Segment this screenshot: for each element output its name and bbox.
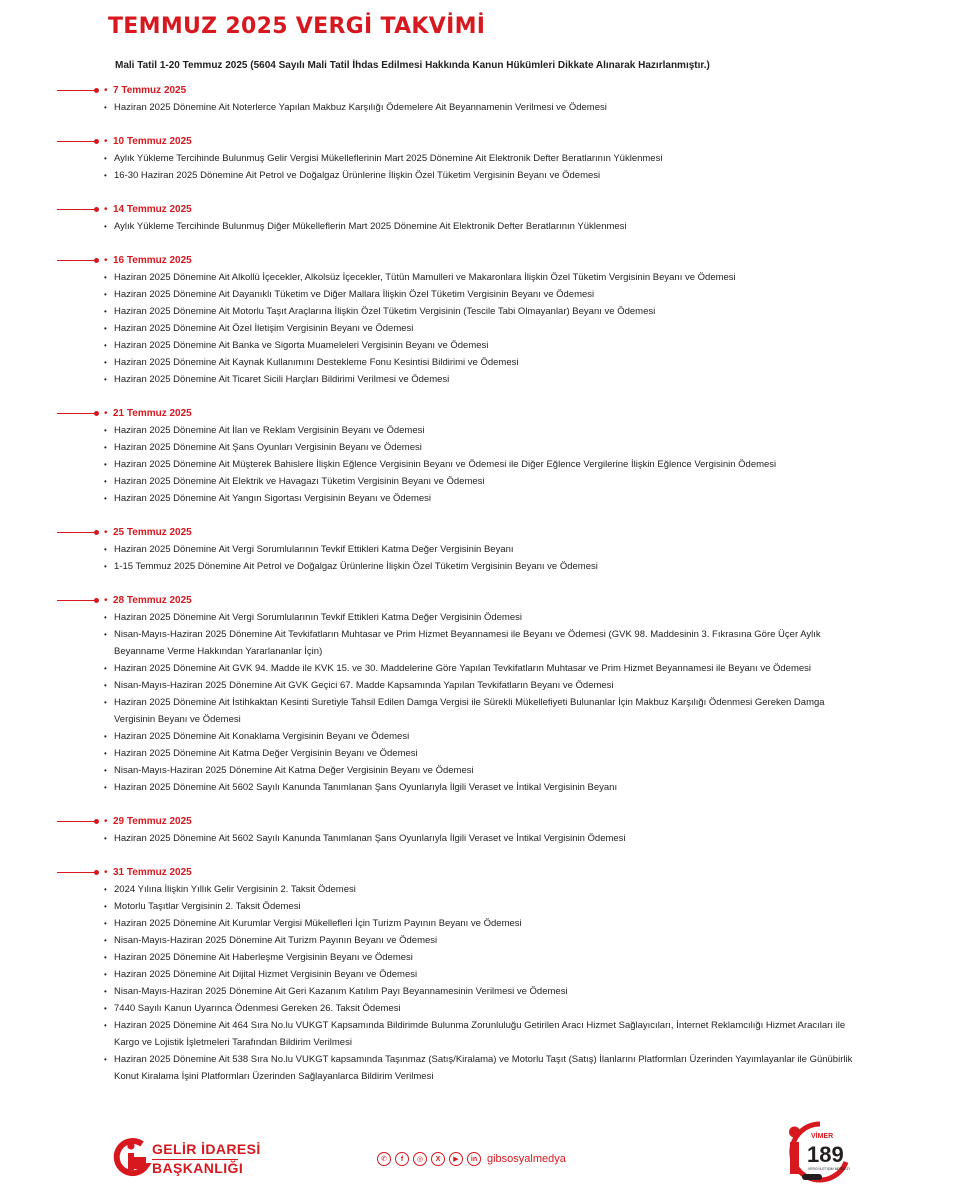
timeline-dot-icon	[94, 139, 99, 144]
timeline-dot-icon	[94, 598, 99, 603]
list-item: • Nisan-Mayıs-Haziran 2025 Dönemine Ait Turizm Payının Beyanı ve Ödemesi	[0, 932, 960, 949]
date-section	[0, 864, 960, 1085]
list-item: • Haziran 2025 Dönemine Ait Banka ve Sigorta Muameleleri Vergisinin Beyanı ve Ödemesi	[0, 337, 960, 354]
timeline-dot-icon	[94, 870, 99, 875]
list-item: • Nisan-Mayıs-Haziran 2025 Dönemine Ait Katma Değer Vergisinin Beyanı ve Ödemesi	[0, 762, 960, 779]
list-item: • Nisan-Mayıs-Haziran 2025 Dönemine Ait GVK Geçici 67. Madde Kapsamında Yapılan Tevkifatların Beyanı ve Ödemesi	[0, 677, 960, 694]
timeline-dot-icon	[94, 88, 99, 93]
list-item: • 1-15 Temmuz 2025 Dönemine Ait Petrol ve Doğalgaz Ürünlerine İlişkin Özel Tüketim Vergisinin Beyanı ve Ödemesi	[0, 558, 960, 575]
date-section	[0, 592, 960, 796]
obligation-list	[0, 218, 960, 235]
timeline-connector-icon	[57, 141, 97, 142]
date-label: 25 Temmuz 2025	[113, 527, 192, 538]
timeline-dot-icon	[94, 258, 99, 263]
gib-logo-line2: BAŞKANLIĞI	[152, 1160, 244, 1176]
timeline-connector-icon	[57, 872, 97, 873]
timeline-connector-icon	[57, 209, 97, 210]
list-item: • Haziran 2025 Dönemine Ait Ticaret Sicili Harçları Bildirimi Verilmesi ve Ödemesi	[0, 371, 960, 388]
date-bullet-icon: •	[104, 85, 108, 96]
list-item: • Nisan-Mayıs-Haziran 2025 Dönemine Ait Tevkifatların Muhtasar ve Prim Hizmet Beyannamesi ile Beyanı ve Ödemesi (GVK 98. Maddesinin 3. Fıkrasına Göre Üçer Aylık Beyanname Verme Hakkından Yararlananlar İçin)	[0, 626, 960, 660]
date-label: 14 Temmuz 2025	[113, 204, 192, 215]
list-item: • Haziran 2025 Dönemine Ait İstihkaktan Kesinti Suretiyle Tahsil Edilen Damga Vergisi ile Sürekli Mükellefiyeti Bulunanlar İçin Makbuz Karşılığı Ödenmesi Gereken Damga Vergisinin Beyanı ve Ödemesi	[0, 694, 960, 728]
date-section	[0, 252, 960, 388]
date-header	[0, 813, 960, 830]
list-item: • Haziran 2025 Dönemine Ait Motorlu Taşıt Araçlarına İlişkin Özel Tüketim Vergisinin (Tescile Tabi Olmayanlar) Beyanı ve Ödemesi	[0, 303, 960, 320]
date-bullet-icon: •	[104, 816, 108, 827]
obligation-list	[0, 609, 960, 796]
vimer-number: 189	[807, 1142, 844, 1167]
date-header	[0, 592, 960, 609]
list-item: • Haziran 2025 Dönemine Ait GVK 94. Madde ile KVK 15. ve 30. Maddelerine Göre Yapılan Tevkifatların Muhtasar ve Prim Hizmet Beyannamesi ile Beyanı ve Ödemesi	[0, 660, 960, 677]
date-header	[0, 252, 960, 269]
list-item: • Haziran 2025 Dönemine Ait 464 Sıra No.lu VUKGT Kapsamında Bildirimde Bulunma Zorunluluğu Getirilen Aracı Hizmet Sağlayıcıları, İnternet Reklamcılığı Hizmet Aracıları ile Kargo ve Lojistik İşletmeleri Tarafından Bildirim Verilmesi	[0, 1017, 960, 1051]
instagram-icon[interactable]: ◎	[413, 1152, 427, 1166]
list-item: • Haziran 2025 Dönemine Ait Dijital Hizmet Vergisinin Beyanı ve Ödemesi	[0, 966, 960, 983]
date-header	[0, 405, 960, 422]
timeline-connector-icon	[57, 90, 97, 91]
social-media-bar	[377, 1151, 566, 1167]
gib-logo-mark-icon	[112, 1136, 152, 1178]
timeline-connector-icon	[57, 600, 97, 601]
vimer-label: VİMER	[811, 1133, 834, 1140]
list-item: • Haziran 2025 Dönemine Ait Özel İletişim Vergisinin Beyanı ve Ödemesi	[0, 320, 960, 337]
list-item: • Haziran 2025 Dönemine Ait 5602 Sayılı Kanunda Tanımlanan Şans Oyunlarıyla İlgili Veraset ve İntikal Vergisinin Beyanı	[0, 779, 960, 796]
list-item: • Haziran 2025 Dönemine Ait Konaklama Vergisinin Beyanı ve Ödemesi	[0, 728, 960, 745]
date-section	[0, 524, 960, 575]
list-item: • Haziran 2025 Dönemine Ait Kaynak Kullanımını Destekleme Fonu Kesintisi Bildirimi ve Ödemesi	[0, 354, 960, 371]
date-header	[0, 82, 960, 99]
date-header	[0, 524, 960, 541]
timeline-dot-icon	[94, 530, 99, 535]
list-item: • Haziran 2025 Dönemine Ait Katma Değer Vergisinin Beyanı ve Ödemesi	[0, 745, 960, 762]
timeline-connector-icon	[57, 532, 97, 533]
timeline-dot-icon	[94, 207, 99, 212]
date-section	[0, 201, 960, 235]
date-bullet-icon: •	[104, 867, 108, 878]
date-header	[0, 133, 960, 150]
date-section	[0, 813, 960, 847]
date-bullet-icon: •	[104, 204, 108, 215]
list-item: • Haziran 2025 Dönemine Ait Haberleşme Vergisinin Beyanı ve Ödemesi	[0, 949, 960, 966]
obligation-list	[0, 99, 960, 116]
date-label: 7 Temmuz 2025	[113, 85, 187, 96]
list-item: • Haziran 2025 Dönemine Ait Yangın Sigortası Vergisinin Beyanı ve Ödemesi	[0, 490, 960, 507]
page-subtitle: Mali Tatil 1-20 Temmuz 2025 (5604 Sayılı Mali Tatil İhdas Edilmesi Hakkında Kanun Hükümleri Dikkate Alınarak Hazırlanmıştır.)	[115, 60, 710, 71]
obligation-list	[0, 541, 960, 575]
timeline-connector-icon	[57, 821, 97, 822]
date-label: 21 Temmuz 2025	[113, 408, 192, 419]
obligation-list	[0, 269, 960, 388]
list-item: • Haziran 2025 Dönemine Ait 538 Sıra No.lu VUKGT kapsamında Taşınmaz (Satış/Kiralama) ve Motorlu Taşıt (Satış) İlanlarını Platformları Üzerinden Yayımlayanlar ile Günübirlik Konut Kiralama İşini Platformları Üzerinden Sağlayanlarca Bildirim Verilmesi	[0, 1051, 960, 1085]
date-bullet-icon: •	[104, 527, 108, 538]
x-icon[interactable]: X	[431, 1152, 445, 1166]
date-bullet-icon: •	[104, 595, 108, 606]
timeline-connector-icon	[57, 260, 97, 261]
date-section	[0, 405, 960, 507]
date-label: 28 Temmuz 2025	[113, 595, 192, 606]
obligation-list	[0, 422, 960, 507]
list-item: • Haziran 2025 Dönemine Ait 5602 Sayılı Kanunda Tanımlanan Şans Oyunlarıyla İlgili Veraset ve İntikal Vergisinin Ödemesi	[0, 830, 960, 847]
list-item: • Aylık Yükleme Tercihinde Bulunmuş Diğer Mükelleflerin Mart 2025 Dönemine Ait Elektronik Defter Beratlarının Yüklenmesi	[0, 218, 960, 235]
gib-logo	[112, 1130, 272, 1180]
obligation-list	[0, 881, 960, 1085]
list-item: • Haziran 2025 Dönemine Ait Vergi Sorumlularının Tevkif Ettikleri Katma Değer Vergisinin Beyanı	[0, 541, 960, 558]
list-item: • Motorlu Taşıtlar Vergisinin 2. Taksit Ödemesi	[0, 898, 960, 915]
list-item: • Haziran 2025 Dönemine Ait Noterlerce Yapılan Makbuz Karşılığı Ödemelere Ait Beyannamenin Verilmesi ve Ödemesi	[0, 99, 960, 116]
date-bullet-icon: •	[104, 255, 108, 266]
facebook-icon[interactable]: f	[395, 1152, 409, 1166]
timeline-dot-icon	[94, 819, 99, 824]
list-item: • Nisan-Mayıs-Haziran 2025 Dönemine Ait Geri Kazanım Katılım Payı Beyannamesinin Verilmesi ve Ödemesi	[0, 983, 960, 1000]
list-item: • 16-30 Haziran 2025 Dönemine Ait Petrol ve Doğalgaz Ürünlerine İlişkin Özel Tüketim Vergisinin Beyanı ve Ödemesi	[0, 167, 960, 184]
date-label: 16 Temmuz 2025	[113, 255, 192, 266]
obligation-list	[0, 150, 960, 184]
headset-mic-icon	[802, 1174, 822, 1180]
vimer-dot-icon	[789, 1127, 800, 1138]
timeline-connector-icon	[57, 413, 97, 414]
date-label: 29 Temmuz 2025	[113, 816, 192, 827]
list-item: • 2024 Yılına İlişkin Yıllık Gelir Vergisinin 2. Taksit Ödemesi	[0, 881, 960, 898]
date-section	[0, 82, 960, 116]
date-label: 31 Temmuz 2025	[113, 867, 192, 878]
youtube-icon[interactable]: ▶	[449, 1152, 463, 1166]
list-item: • Aylık Yükleme Tercihinde Bulunmuş Gelir Vergisi Mükelleflerinin Mart 2025 Dönemine Ait Elektronik Defter Beratlarının Yüklenmesi	[0, 150, 960, 167]
date-header	[0, 201, 960, 218]
vimer-bar-icon	[790, 1142, 799, 1174]
vimer-189-logo	[780, 1118, 856, 1188]
page-title: TEMMUZ 2025 VERGİ TAKVİMİ	[108, 14, 486, 39]
social-handle[interactable]: gibsosyalmedya	[487, 1153, 566, 1165]
gib-logo-line1: GELİR İDARESİ	[152, 1141, 261, 1157]
list-item: • Haziran 2025 Dönemine Ait Elektrik ve Havagazı Tüketim Vergisinin Beyanı ve Ödemesi	[0, 473, 960, 490]
obligation-list	[0, 830, 960, 847]
list-item: • Haziran 2025 Dönemine Ait Dayanıklı Tüketim ve Diğer Mallara İlişkin Özel Tüketim Vergisinin Beyanı ve Ödemesi	[0, 286, 960, 303]
whatsapp-icon[interactable]: ✆	[377, 1152, 391, 1166]
date-label: 10 Temmuz 2025	[113, 136, 192, 147]
timeline-dot-icon	[94, 411, 99, 416]
list-item: • 7440 Sayılı Kanun Uyarınca Ödenmesi Gereken 26. Taksit Ödemesi	[0, 1000, 960, 1017]
list-item: • Haziran 2025 Dönemine Ait Şans Oyunları Vergisinin Beyanı ve Ödemesi	[0, 439, 960, 456]
list-item: • Haziran 2025 Dönemine Ait Vergi Sorumlularının Tevkif Ettikleri Katma Değer Vergisinin Ödemesi	[0, 609, 960, 626]
date-bullet-icon: •	[104, 408, 108, 419]
list-item: • Haziran 2025 Dönemine Ait Müşterek Bahislere İlişkin Eğlence Vergisinin Beyanı ve Ödemesi ile Diğer Eğlence Vergilerine İlişkin Eğlence Vergisinin Ödemesi	[0, 456, 960, 473]
date-header	[0, 864, 960, 881]
list-item: • Haziran 2025 Dönemine Ait Alkollü İçecekler, Alkolsüz İçecekler, Tütün Mamulleri ve Makaronlara İlişkin Özel Tüketim Vergisinin Beyanı ve Ödemesi	[0, 269, 960, 286]
list-item: • Haziran 2025 Dönemine Ait İlan ve Reklam Vergisinin Beyanı ve Ödemesi	[0, 422, 960, 439]
vimer-caption: VERGİ İLETİŞİM MERKEZİ	[808, 1167, 850, 1171]
list-item: • Haziran 2025 Dönemine Ait Kurumlar Vergisi Mükellefleri İçin Turizm Payının Beyanı ve Ödemesi	[0, 915, 960, 932]
date-bullet-icon: •	[104, 136, 108, 147]
calendar-sections	[0, 82, 960, 1102]
date-section	[0, 133, 960, 184]
linkedin-icon[interactable]: in	[467, 1152, 481, 1166]
